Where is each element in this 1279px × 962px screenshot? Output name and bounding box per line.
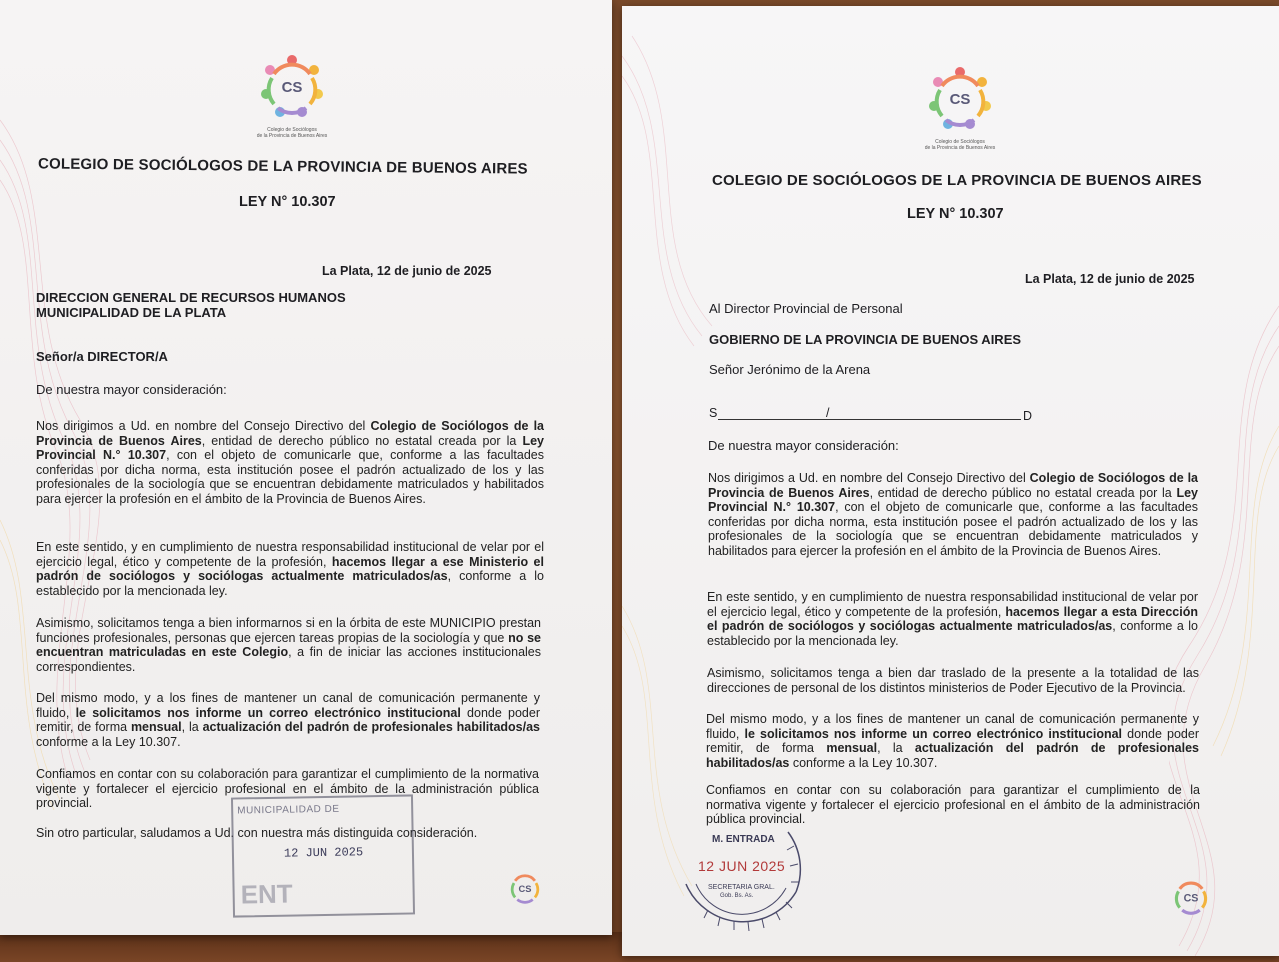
footer-logo xyxy=(1156,874,1226,925)
text-run: , con el objeto de comunicarle que, conforme a las facultades conferidas por dicha norma, esta institución posee el padrón actualizado de los y las profesionales de la sociología que se encuentran debidamente matriculados y habilitados para ejercer la profesión en el ámbito de la Provincia de Buenos Aires. xyxy=(36,448,544,506)
paragraph-1 xyxy=(36,419,544,506)
paragraph-4 xyxy=(706,712,1199,770)
stamp-entrada-label: M. ENTRADA xyxy=(712,834,775,845)
bold-run: hacemos llegar a ese Ministerio el padrón de sociólogos y sociólogas actualmente matriculados/as xyxy=(36,554,544,583)
letter-date: La Plata, 12 de junio de 2025 xyxy=(322,264,492,278)
addressee-line-3: Señor Jerónimo de la Arena xyxy=(709,362,871,377)
text-run: Nos dirigimos a Ud. en nombre del Consejo Directivo del xyxy=(36,419,371,433)
text-run: Confiamos en contar con su colaboración para garantizar el cumplimiento de la normativa vigente y fortalecer el ejercicio profesional en el ámbito de la administración pública provincial. xyxy=(36,767,539,810)
logo-caption-line: Colegio de Sociólogos xyxy=(267,127,317,133)
addressee-line-2: MUNICIPALIDAD DE LA PLATA xyxy=(36,305,227,320)
paragraph-2 xyxy=(707,590,1198,648)
logo-caption-line: de la Provincia de Buenos Aires xyxy=(924,145,996,151)
colegio-logo-icon xyxy=(920,64,1000,134)
institution-header: COLEGIO DE SOCIÓLOGOS DE LA PROVINCIA DE BUENOS AIRES xyxy=(37,155,528,178)
reception-stamp-secretaria xyxy=(678,822,808,938)
paragraph-3 xyxy=(707,666,1199,695)
text-run: Confiamos en contar con su colaboración para garantizar el cumplimiento de la normativa vigente y fortalecer el ejercicio profesional en el ámbito de la administración pública provincial. xyxy=(706,783,1200,826)
paragraph-3 xyxy=(36,616,541,674)
bold-run: le solicitamos nos informe un correo electrónico institucional xyxy=(75,705,461,720)
text-run: , conforme a lo establecido por la mencionada ley. xyxy=(36,569,544,598)
text-run: , la xyxy=(181,720,203,734)
bold-run: Ley Provincial N.° 10.307 xyxy=(36,433,544,462)
text-run: En este sentido, y en cumplimiento de nuestra responsabilidad institucional de velar por el ejercicio legal, ético y competente de la profesión, xyxy=(36,540,544,569)
logo-letters: CS xyxy=(281,79,303,96)
stamp-secretaria: SECRETARIA GRAL. xyxy=(708,884,775,891)
sd-underline xyxy=(718,419,1021,420)
bold-run: Colegio de Sociólogos de la Provincia de Buenos Aires xyxy=(708,471,1198,500)
colegio-logo-icon xyxy=(252,52,332,122)
colegio-logo-small-icon xyxy=(1166,874,1216,920)
logo-letters: CS xyxy=(518,883,532,894)
sd-s: S xyxy=(709,406,718,420)
colegio-logo xyxy=(900,64,1020,151)
bold-run: Colegio de Sociólogos de la Provincia de Buenos Aires xyxy=(36,419,545,448)
text-run: En este sentido, y en cumplimiento de nuestra responsabilidad institucional de velar por el ejercicio legal, ético y competente de la profesión, xyxy=(707,590,1198,619)
text-run: , entidad de derecho público no estatal creada por la xyxy=(869,485,1177,500)
greeting: De nuestra mayor consideración: xyxy=(36,382,227,397)
text-run: conforme a la Ley 10.307. xyxy=(789,755,938,770)
greeting: De nuestra mayor consideración: xyxy=(708,438,899,453)
letter-date: La Plata, 12 de junio de 2025 xyxy=(1025,272,1195,286)
sd-slash: / xyxy=(826,406,830,420)
stamp-entrada: ENT xyxy=(240,878,293,910)
stamp-date: 12 JUN 2025 xyxy=(283,845,364,861)
text-run: Nos dirigimos a Ud. en nombre del Consejo Directivo del xyxy=(708,471,1030,485)
paragraph-2 xyxy=(36,540,544,598)
logo-caption-line: de la Provincia de Buenos Aires xyxy=(256,133,328,139)
bold-run: actualización del padrón de profesionales habilitados/as xyxy=(706,741,1200,770)
stamp-date: 12 JUN 2025 xyxy=(698,858,786,874)
bold-run: hacemos llegar a esta Dirección el padrón de sociólogos y sociólogas actualmente matriculados/as xyxy=(707,604,1198,633)
text-run: conforme a la Ley 10.307. xyxy=(36,734,181,749)
text-run: Asimismo, solicitamos tenga a bien informarnos si en la órbita de este MUNICIPIO prestan funciones profesionales, personas que ejercen tareas propias de la sociología y que xyxy=(36,616,541,645)
colegio-logo-small-icon xyxy=(503,866,547,910)
text-run: , entidad de derecho público no estatal creada por la xyxy=(201,433,523,448)
letter-page-gobierno xyxy=(622,6,1279,956)
bold-run: no se encuentran matriculadas en este Colegio xyxy=(36,630,541,659)
text-run: Del mismo modo, y a los fines de mantener un canal de comunicación permanente y fluido, xyxy=(706,712,1199,741)
logo-letters: CS xyxy=(1183,892,1199,905)
addressee-line-1: DIRECCION GENERAL DE RECURSOS HUMANOS xyxy=(36,290,346,305)
text-run: Del mismo modo, y a los fines de mantener un canal de comunicación permanente y fluido, xyxy=(36,691,540,720)
logo-letters: CS xyxy=(949,91,971,108)
bold-run: mensual xyxy=(130,720,182,734)
bold-run: le solicitamos nos informe un correo electrónico institucional xyxy=(744,726,1123,741)
text-run: donde poder remitir, de forma xyxy=(36,705,540,734)
logo-caption-line: Colegio de Sociólogos xyxy=(935,139,985,145)
text-run: , con el objeto de comunicarle que, conforme a las facultades conferidas por dicha norma, esta institución posee el padrón actualizado de los y las profesionales de la sociología que se encuentran debidamente matriculados y habilitados para ejercer la profesión en el ámbito de la Provincia de Buenos Aires. xyxy=(708,500,1198,558)
text-run: Asimismo, solicitamos tenga a bien dar traslado de la presente a la totalidad de las direcciones de personal de los distintos ministerios de Poder Ejecutivo de la Provincia. xyxy=(707,666,1199,695)
colegio-logo xyxy=(232,52,352,139)
text-run: donde poder remitir, de forma xyxy=(706,726,1199,755)
law-number: LEY N° 10.307 xyxy=(907,206,1004,222)
text-run: , a fin de iniciar las acciones institucionales correspondientes. xyxy=(36,645,541,674)
footer-logo xyxy=(490,866,560,915)
reception-stamp-municipal xyxy=(231,794,415,917)
bold-run: mensual xyxy=(826,741,878,755)
paragraph-4 xyxy=(36,691,540,749)
stamp-gob: Gob. Bs. As. xyxy=(720,893,754,899)
addressee-line-2: GOBIERNO DE LA PROVINCIA DE BUENOS AIRES xyxy=(709,332,1022,347)
text-run: , conforme a lo establecido por la mencionada ley. xyxy=(707,619,1198,648)
sd-d: D xyxy=(1023,409,1033,423)
paragraph-5 xyxy=(706,783,1200,827)
text-run: , la xyxy=(877,741,915,755)
addressee-line-1: Al Director Provincial de Personal xyxy=(709,301,903,316)
salutation-title: Señor/a DIRECTOR/A xyxy=(36,349,168,364)
closing-line: Sin otro particular, saludamos a Ud. con nuestra más distinguida consideración. xyxy=(36,826,478,840)
letter-page-municipalidad xyxy=(0,0,612,935)
law-number: LEY N° 10.307 xyxy=(239,194,336,210)
stamp-header: MUNICIPALIDAD DE xyxy=(237,803,340,817)
bold-run: actualización del padrón de profesionales habilitados/as xyxy=(202,720,540,734)
bold-run: Ley Provincial N.° 10.307 xyxy=(708,485,1198,514)
institution-header: COLEGIO DE SOCIÓLOGOS DE LA PROVINCIA DE BUENOS AIRES xyxy=(712,172,1202,189)
paragraph-1 xyxy=(708,471,1198,558)
